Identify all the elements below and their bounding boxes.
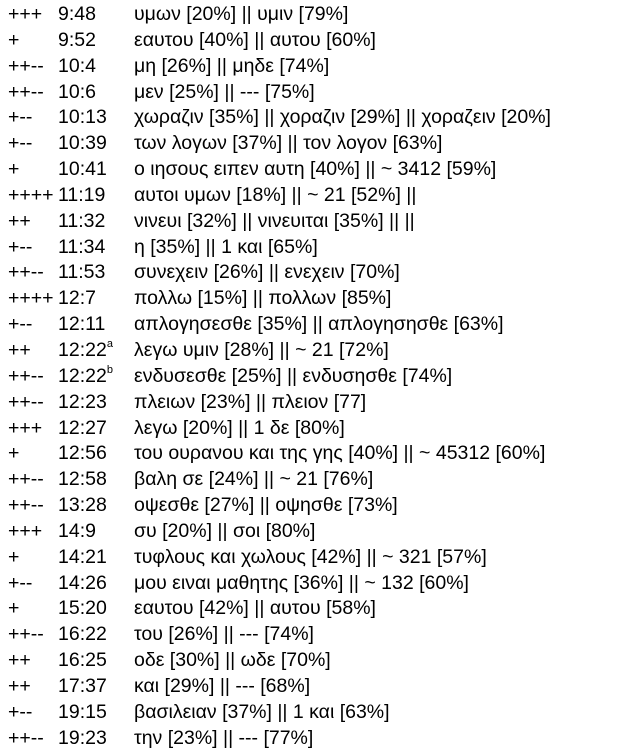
variant-row — [0, 131, 634, 157]
agreement-marks: ++-- — [8, 80, 44, 103]
variant-row — [0, 157, 634, 183]
verse-number: 13:28 — [58, 494, 107, 517]
verse-reference — [58, 390, 107, 416]
variant-readings: υμων [20%] || υμιν [79%] — [134, 3, 349, 25]
verse-number: 12:56 — [58, 442, 107, 465]
verse-number: 11:19 — [58, 183, 106, 206]
variant-readings: βαλη σε [24%] || ~ 21 [76%] — [134, 468, 374, 491]
verse-number: 11:53 — [58, 261, 106, 284]
agreement-marks: +-- — [8, 571, 33, 594]
agreement-marks: +-- — [8, 106, 33, 129]
variant-row — [0, 441, 634, 467]
verse-number: 15:20 — [58, 597, 107, 620]
verse-number: 12:7 — [58, 287, 96, 310]
verse-reference — [58, 493, 107, 519]
verse-reference — [58, 209, 105, 235]
agreement-marks: ++-- — [8, 54, 44, 77]
verse-reference — [58, 416, 107, 442]
agreement-marks: ++ — [8, 209, 31, 232]
verse-reference — [58, 364, 113, 393]
agreement-marks: + — [8, 597, 20, 620]
variant-readings: συνεχειν [26%] || ενεχειν [70%] — [134, 261, 400, 284]
verse-number: 10:39 — [58, 132, 107, 155]
variant-readings: μη [26%] || μηδε [74%] — [134, 54, 330, 77]
verse-superscript: a — [106, 337, 113, 350]
variant-row — [0, 28, 634, 54]
variant-readings: πολλω [15%] || πολλων [85%] — [134, 287, 392, 310]
variant-row — [0, 700, 634, 726]
variant-readings: την [23%] || --- [77%] — [134, 726, 314, 749]
verse-reference — [58, 157, 107, 183]
verse-reference — [58, 286, 96, 312]
verse-number: 10:6 — [58, 80, 96, 103]
agreement-marks: ++-- — [8, 390, 44, 413]
variant-readings: νινευι [32%] || νινευιται [35%] || || — [134, 209, 415, 232]
verse-reference — [58, 2, 96, 28]
agreement-marks: ++-- — [8, 261, 44, 284]
variant-row — [0, 545, 634, 571]
agreement-marks: +++ — [8, 519, 43, 542]
verse-number: 10:41 — [58, 158, 107, 181]
verse-reference — [58, 54, 96, 80]
verse-reference — [58, 674, 107, 700]
variant-row — [0, 467, 634, 493]
variant-row — [0, 286, 634, 312]
variant-readings: εαυτου [42%] || αυτου [58%] — [134, 597, 376, 620]
variant-row — [0, 519, 634, 545]
verse-reference — [58, 726, 107, 751]
agreement-marks: ++++ — [8, 287, 54, 310]
variant-row — [0, 571, 634, 597]
variant-row — [0, 596, 634, 622]
variant-row — [0, 183, 634, 209]
variant-row — [0, 260, 634, 286]
verse-number: 12:11 — [58, 313, 106, 336]
verse-number: 17:37 — [58, 674, 107, 697]
variant-row — [0, 2, 634, 28]
verse-reference — [58, 235, 105, 261]
verse-reference — [58, 28, 96, 54]
verse-reference — [58, 338, 113, 367]
verse-reference — [58, 441, 107, 467]
agreement-marks: ++++ — [8, 183, 54, 206]
variant-row — [0, 364, 634, 390]
variant-row — [0, 54, 634, 80]
variant-readings: βασιλειαν [37%] || 1 και [63%] — [134, 700, 390, 723]
verse-reference — [58, 622, 107, 648]
verse-number: 9:52 — [58, 28, 96, 51]
variant-row — [0, 338, 634, 364]
agreement-marks: +-- — [8, 235, 33, 258]
variant-row — [0, 416, 634, 442]
verse-reference — [58, 131, 107, 157]
variant-readings: η [35%] || 1 και [65%] — [134, 235, 318, 258]
verse-reference — [58, 260, 105, 286]
verse-number: 19:23 — [58, 726, 107, 749]
variant-readings: λεγω υμιν [28%] || ~ 21 [72%] — [134, 338, 389, 361]
variant-readings: των λογων [37%] || τον λογον [63%] — [134, 132, 443, 155]
variant-readings: συ [20%] || σοι [80%] — [134, 519, 316, 542]
agreement-marks: +-- — [8, 313, 33, 336]
variant-readings: τυφλους και χωλους [42%] || ~ 321 [57%] — [134, 545, 487, 568]
variant-readings: οδε [30%] || ωδε [70%] — [134, 649, 331, 672]
agreement-marks: ++ — [8, 338, 31, 361]
variant-readings: του ουρανου και της γης [40%] || ~ 45312 [60%] — [134, 442, 546, 465]
agreement-marks: ++-- — [8, 623, 44, 646]
variant-readings: ο ιησους ειπεν αυτη [40%] || ~ 3412 [59%] — [134, 158, 497, 181]
variant-readings: μου ειναι μαθητης [36%] || ~ 132 [60%] — [134, 571, 469, 594]
variant-readings: απλογησεσθε [35%] || απλογησησθε [63%] — [134, 313, 504, 336]
verse-number: 14:26 — [58, 571, 107, 594]
verse-reference — [58, 519, 96, 545]
agreement-marks: + — [8, 545, 20, 568]
variant-row — [0, 493, 634, 519]
agreement-marks: ++-- — [8, 364, 44, 387]
verse-number: 11:32 — [58, 209, 106, 232]
verse-reference — [58, 571, 107, 597]
verse-superscript: b — [106, 363, 113, 376]
variant-readings: λεγω [20%] || 1 δε [80%] — [134, 416, 345, 439]
agreement-marks: + — [8, 158, 20, 181]
verse-reference — [58, 648, 107, 674]
variant-row — [0, 622, 634, 648]
verse-number: 12:23 — [58, 390, 107, 413]
verse-number: 11:34 — [58, 235, 106, 258]
verse-number: 12:27 — [58, 416, 107, 439]
verse-reference — [58, 80, 96, 106]
variant-readings: μεν [25%] || --- [75%] — [134, 80, 315, 103]
variant-row — [0, 235, 634, 261]
variant-readings: πλειων [23%] || πλειον [77] — [134, 390, 367, 413]
agreement-marks: +-- — [8, 132, 33, 155]
variant-readings: οψεσθε [27%] || οψησθε [73%] — [134, 494, 398, 517]
verse-number: 14:21 — [58, 545, 107, 568]
variant-row — [0, 648, 634, 674]
variant-readings: αυτοι υμων [18%] || ~ 21 [52%] || — [134, 183, 417, 206]
variant-row — [0, 312, 634, 338]
agreement-marks: ++-- — [8, 468, 44, 491]
verse-reference — [58, 700, 107, 726]
verse-number: 12:22 — [58, 364, 107, 387]
verse-number: 19:15 — [58, 700, 107, 723]
agreement-marks: ++-- — [8, 494, 44, 517]
verse-reference — [58, 312, 105, 338]
verse-number: 12:58 — [58, 468, 107, 491]
agreement-marks: ++-- — [8, 726, 44, 749]
variant-row — [0, 209, 634, 235]
verse-number: 10:13 — [58, 106, 107, 129]
verse-number: 12:22 — [58, 338, 107, 361]
agreement-marks: + — [8, 442, 20, 465]
verse-number: 14:9 — [58, 519, 96, 542]
verse-number: 9:48 — [58, 3, 96, 25]
variant-row — [0, 726, 634, 751]
variant-row — [0, 674, 634, 700]
verse-reference — [58, 183, 105, 209]
variant-readings: χωραζιν [35%] || χοραζιν [29%] || χοραζειν [20%] — [134, 106, 551, 129]
agreement-marks: ++ — [8, 649, 31, 672]
agreement-marks: +++ — [8, 416, 43, 439]
variant-readings: και [29%] || --- [68%] — [134, 674, 311, 697]
verse-reference — [58, 545, 107, 571]
agreement-marks: + — [8, 28, 20, 51]
verse-reference — [58, 467, 107, 493]
verse-number: 16:25 — [58, 649, 107, 672]
variant-readings: ενδυσεσθε [25%] || ενδυσησθε [74%] — [134, 364, 453, 387]
agreement-marks: +-- — [8, 700, 33, 723]
verse-number: 10:4 — [58, 54, 96, 77]
agreement-marks: ++ — [8, 674, 31, 697]
verse-number: 16:22 — [58, 623, 107, 646]
variant-row — [0, 390, 634, 416]
verse-reference — [58, 596, 107, 622]
variant-readings: εαυτου [40%] || αυτου [60%] — [134, 28, 376, 51]
agreement-marks: +++ — [8, 3, 43, 25]
variant-row — [0, 105, 634, 131]
verse-reference — [58, 105, 107, 131]
variant-readings: του [26%] || --- [74%] — [134, 623, 314, 646]
variant-row — [0, 80, 634, 106]
